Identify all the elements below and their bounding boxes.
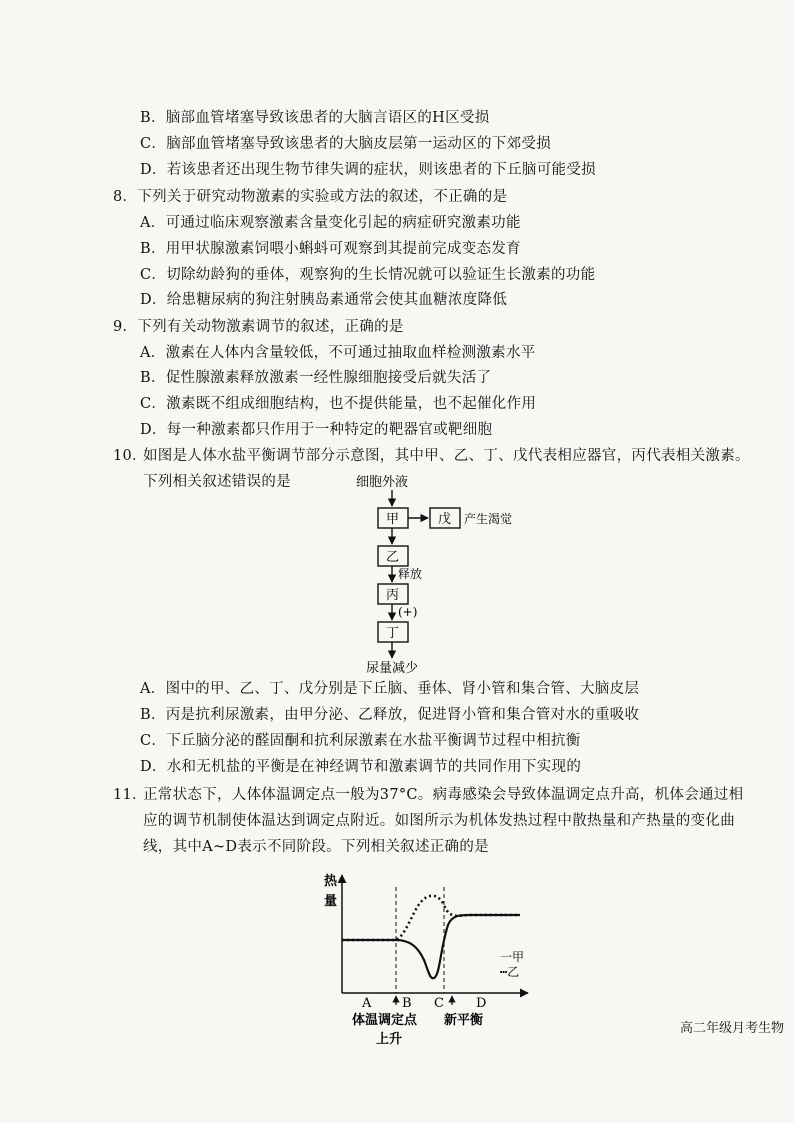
page-footer: 高二年级月考生物	[680, 1021, 785, 1036]
q10-option-b: B．丙是抗利尿激素，由甲分泌、乙释放，促进肾小管和集合管对水的重吸收	[140, 707, 640, 723]
q10-stem-line2: 下列相关叙述错误的是	[143, 474, 291, 490]
diagram-release-label: 释放	[398, 567, 423, 581]
q8-stem: 8．下列关于研究动物激素的实验或方法的叙述，不正确的是	[113, 189, 508, 205]
graph-stage-b: B	[402, 996, 412, 1011]
q11-stem-line2: 应的调节机制使体温达到调定点附近。如图所示为机体发热过程中散热量和产热量的变化曲	[143, 813, 735, 829]
diagram-label-ding: 丁	[386, 626, 400, 641]
diagram-extracellular-fluid: 细胞外液	[356, 475, 409, 490]
q8-option-b: B．用甲状腺激素饲喂小蝌蚪可观察到其提前完成变态发育	[140, 241, 521, 257]
graph-stage-a: A	[362, 996, 372, 1011]
q10-stem-line1: 如图是人体水盐平衡调节部分示意图，其中甲、乙、丁、戊代表相应器官，丙代表相关激素。	[143, 448, 750, 464]
q8-option-d: D．给患糖尿病的狗注射胰岛素通常会使其血糖浓度降低	[140, 292, 508, 308]
q10-number: 10．	[113, 448, 147, 464]
graph-legend-yi: ┅乙	[500, 965, 520, 979]
graph-caption-setpoint: 体温调定点	[352, 1013, 418, 1028]
q9-option-a: A．激素在人体内含量较低，不可通过抽取血样检测激素水平	[140, 345, 536, 361]
graph-legend-jia: 一甲	[500, 950, 525, 964]
graph-stage-d: D	[476, 996, 487, 1011]
q7-option-d: D．若该患者还出现生物节律失调的症状，则该患者的下丘脑可能受损	[140, 162, 596, 178]
q9-option-b: B．促性腺激素释放激素一经性腺细胞接受后就失活了	[140, 370, 492, 386]
q11-stem-line1: 正常状态下，人体体温调定点一般为37°C。病毒感染会导致体温调定点升高，机体会通过相	[143, 787, 744, 803]
q10-option-d: D．水和无机盐的平衡是在神经调节和激素调节的共同作用下实现的	[140, 759, 582, 775]
q8-option-a: A．可通过临床观察激素含量变化引起的病症研究激素功能	[140, 215, 521, 231]
q9-option-c: C．激素既不组成细胞结构，也不提供能量，也不起催化作用	[140, 396, 537, 412]
graph-caption-new-balance: 新平衡	[444, 1013, 484, 1028]
q10-option-a: A．图中的甲、乙、丁、戊分别是下丘脑、垂体、肾小管和集合管、大脑皮层	[140, 681, 640, 697]
graph-stage-c: C	[434, 996, 444, 1011]
q7-option-c: C．脑部血管堵塞导致该患者的大脑皮层第一运动区的下郊受损	[140, 136, 551, 152]
q7-option-b: B．脑部血管堵塞导致该患者的大脑言语区的H区受损	[140, 110, 490, 126]
graph-ylabel-1: 热	[324, 874, 338, 889]
q8-option-c: C．切除幼龄狗的垂体，观察狗的生长情况就可以验证生长激素的功能	[140, 267, 596, 283]
q10-option-c: C．下丘脑分泌的醛固酮和抗利尿激素在水盐平衡调节过程中相抗衡	[140, 733, 581, 749]
q11-heat-graph	[320, 865, 540, 1050]
q9-option-d: D．每一种激素都只作用于一种特定的靶器官或靶细胞	[140, 422, 493, 438]
q11-stem-line3: 线，其中A~D表示不同阶段。下列相关叙述正确的是	[143, 839, 489, 855]
diagram-thirst-label: 产生渴觉	[464, 512, 513, 526]
diagram-label-bing: 丙	[386, 588, 400, 603]
q9-stem: 9．下列有关动物激素调节的叙述，正确的是	[113, 319, 404, 335]
diagram-label-yi: 乙	[386, 550, 400, 565]
graph-caption-rise: 上升	[376, 1032, 403, 1047]
diagram-label-wu: 戊	[438, 512, 452, 527]
graph-curve-jia	[342, 915, 520, 978]
diagram-urine-label: 尿量减少	[366, 661, 419, 676]
q11-number: 11．	[113, 787, 147, 803]
graph-ylabel-2: 量	[324, 894, 338, 909]
diagram-label-jia: 甲	[386, 512, 400, 527]
q10-flow-diagram	[340, 470, 560, 680]
diagram-plus-label: (+)	[398, 605, 418, 619]
graph-curve-yi	[342, 896, 520, 940]
